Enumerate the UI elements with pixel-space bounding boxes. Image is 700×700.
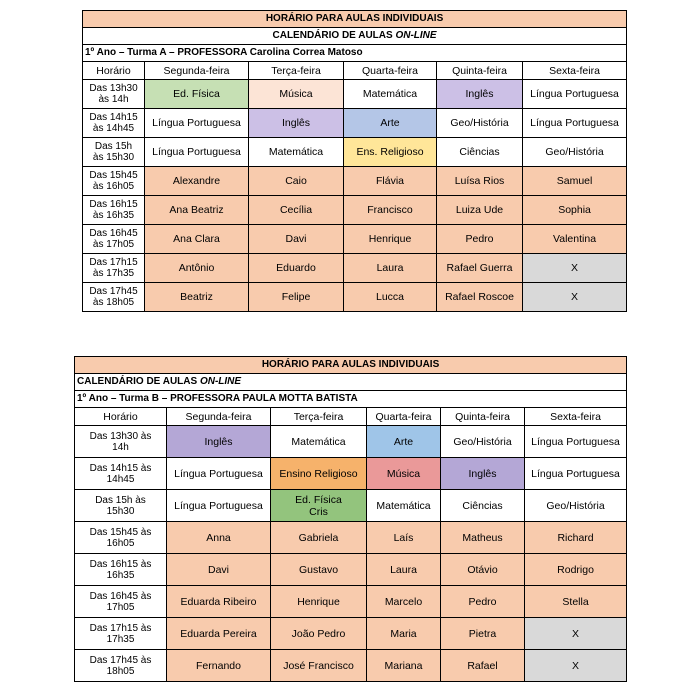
time-cell: Das 15h45 às 16h05 bbox=[75, 522, 167, 554]
schedule-cell: Ed. Física Cris bbox=[271, 490, 367, 522]
schedule-cell: Inglês bbox=[441, 458, 525, 490]
schedule-cell: Ed. Física bbox=[145, 80, 249, 109]
student-cell: Henrique bbox=[271, 586, 367, 618]
student-cell: Eduarda Pereira bbox=[167, 618, 271, 650]
table-title: HORÁRIO PARA AULAS INDIVIDUAIS bbox=[75, 357, 627, 374]
student-cell: Rafael Guerra bbox=[437, 254, 523, 283]
student-cell: Antônio bbox=[145, 254, 249, 283]
student-cell: Mariana bbox=[367, 650, 441, 682]
student-cell: Sophia bbox=[523, 196, 627, 225]
student-cell: Samuel bbox=[523, 167, 627, 196]
time-cell: Das 16h45 às 17h05 bbox=[83, 225, 145, 254]
empty-cell: X bbox=[525, 618, 627, 650]
student-cell: Pedro bbox=[441, 586, 525, 618]
time-cell: Das 17h45 às 18h05 bbox=[75, 650, 167, 682]
schedule-cell: Música bbox=[367, 458, 441, 490]
student-cell: José Francisco bbox=[271, 650, 367, 682]
header-sexta: Sexta-feira bbox=[523, 62, 627, 80]
student-cell: Francisco bbox=[344, 196, 437, 225]
class-label: 1º Ano – Turma A – PROFESSORA Carolina Correa Matoso bbox=[83, 45, 627, 62]
schedule-cell: Geo/História bbox=[525, 490, 627, 522]
schedule-cell: Língua Portuguesa bbox=[525, 458, 627, 490]
schedule-cell: Matemática bbox=[367, 490, 441, 522]
student-cell: Valentina bbox=[523, 225, 627, 254]
student-cell: Stella bbox=[525, 586, 627, 618]
student-cell: Gustavo bbox=[271, 554, 367, 586]
schedule-cell: Ensino Religioso bbox=[271, 458, 367, 490]
time-cell: Das 16h15 às 16h35 bbox=[75, 554, 167, 586]
student-cell: Marcelo bbox=[367, 586, 441, 618]
student-cell: João Pedro bbox=[271, 618, 367, 650]
schedule-cell: Ens. Religioso bbox=[344, 138, 437, 167]
header-sexta: Sexta-feira bbox=[525, 408, 627, 426]
time-cell: Das 14h15 às 14h45 bbox=[75, 458, 167, 490]
student-cell: Pedro bbox=[437, 225, 523, 254]
student-cell: Luiza Ude bbox=[437, 196, 523, 225]
schedule-cell: Língua Portuguesa bbox=[145, 109, 249, 138]
student-cell: Laura bbox=[367, 554, 441, 586]
schedule-cell: Geo/História bbox=[523, 138, 627, 167]
time-cell: Das 17h45 às 18h05 bbox=[83, 283, 145, 312]
schedule-cell: Geo/História bbox=[437, 109, 523, 138]
student-cell: Eduarda Ribeiro bbox=[167, 586, 271, 618]
schedule-cell: Língua Portuguesa bbox=[167, 458, 271, 490]
student-cell: Caio bbox=[249, 167, 344, 196]
student-cell: Anna bbox=[167, 522, 271, 554]
time-cell: Das 15h45 às 16h05 bbox=[83, 167, 145, 196]
student-cell: Fernando bbox=[167, 650, 271, 682]
student-cell: Davi bbox=[167, 554, 271, 586]
header-terca: Terça-feira bbox=[271, 408, 367, 426]
empty-cell: X bbox=[523, 254, 627, 283]
schedule-cell: Ciências bbox=[441, 490, 525, 522]
schedule-table-turma-b bbox=[74, 356, 627, 682]
schedule-cell: Língua Portuguesa bbox=[525, 426, 627, 458]
schedule-cell: Música bbox=[249, 80, 344, 109]
schedule-cell: Língua Portuguesa bbox=[167, 490, 271, 522]
student-cell: Rafael Roscoe bbox=[437, 283, 523, 312]
schedule-cell: Inglês bbox=[249, 109, 344, 138]
header-quinta: Quinta-feira bbox=[437, 62, 523, 80]
student-cell: Beatriz bbox=[145, 283, 249, 312]
schedule-cell: Arte bbox=[367, 426, 441, 458]
student-cell: Rodrigo bbox=[525, 554, 627, 586]
header-terca: Terça-feira bbox=[249, 62, 344, 80]
student-cell: Cecília bbox=[249, 196, 344, 225]
header-quinta: Quinta-feira bbox=[441, 408, 525, 426]
header-horario: Horário bbox=[83, 62, 145, 80]
student-cell: Felipe bbox=[249, 283, 344, 312]
time-cell: Das 14h15 às 14h45 bbox=[83, 109, 145, 138]
student-cell: Davi bbox=[249, 225, 344, 254]
empty-cell: X bbox=[523, 283, 627, 312]
schedule-cell: Matemática bbox=[271, 426, 367, 458]
student-cell: Eduardo bbox=[249, 254, 344, 283]
empty-cell: X bbox=[525, 650, 627, 682]
schedule-cell: Ciências bbox=[437, 138, 523, 167]
calendar-label: CALENDÁRIO DE AULAS ON-LINE bbox=[75, 374, 627, 391]
schedule-cell: Inglês bbox=[437, 80, 523, 109]
schedule-cell: Inglês bbox=[167, 426, 271, 458]
header-quarta: Quarta-feira bbox=[367, 408, 441, 426]
student-cell: Gabriela bbox=[271, 522, 367, 554]
student-cell: Lucca bbox=[344, 283, 437, 312]
schedule-cell: Geo/História bbox=[441, 426, 525, 458]
student-cell: Laura bbox=[344, 254, 437, 283]
time-cell: Das 17h15 às 17h35 bbox=[83, 254, 145, 283]
schedule-cell: Matemática bbox=[249, 138, 344, 167]
student-cell: Otávio bbox=[441, 554, 525, 586]
time-cell: Das 16h15 às 16h35 bbox=[83, 196, 145, 225]
student-cell: Ana Beatriz bbox=[145, 196, 249, 225]
student-cell: Laís bbox=[367, 522, 441, 554]
student-cell: Richard bbox=[525, 522, 627, 554]
header-segunda: Segunda-feira bbox=[167, 408, 271, 426]
schedule-cell: Matemática bbox=[344, 80, 437, 109]
schedule-table-turma-a bbox=[82, 10, 627, 312]
schedule-cell: Língua Portuguesa bbox=[523, 109, 627, 138]
class-label: 1º Ano – Turma B – PROFESSORA PAULA MOTTA BATISTA bbox=[75, 391, 627, 408]
header-quarta: Quarta-feira bbox=[344, 62, 437, 80]
student-cell: Ana Clara bbox=[145, 225, 249, 254]
student-cell: Henrique bbox=[344, 225, 437, 254]
student-cell: Luísa Rios bbox=[437, 167, 523, 196]
time-cell: Das 15h às 15h30 bbox=[83, 138, 145, 167]
time-cell: Das 17h15 às 17h35 bbox=[75, 618, 167, 650]
schedule-cell: Arte bbox=[344, 109, 437, 138]
schedule-cell: Língua Portuguesa bbox=[145, 138, 249, 167]
calendar-label: CALENDÁRIO DE AULAS ON-LINE bbox=[83, 28, 627, 45]
student-cell: Matheus bbox=[441, 522, 525, 554]
student-cell: Rafael bbox=[441, 650, 525, 682]
table-title: HORÁRIO PARA AULAS INDIVIDUAIS bbox=[83, 11, 627, 28]
student-cell: Maria bbox=[367, 618, 441, 650]
header-horario: Horário bbox=[75, 408, 167, 426]
schedule-cell: Língua Portuguesa bbox=[523, 80, 627, 109]
student-cell: Flávia bbox=[344, 167, 437, 196]
time-cell: Das 13h30 às 14h bbox=[83, 80, 145, 109]
student-cell: Alexandre bbox=[145, 167, 249, 196]
time-cell: Das 13h30 às 14h bbox=[75, 426, 167, 458]
time-cell: Das 15h às 15h30 bbox=[75, 490, 167, 522]
time-cell: Das 16h45 às 17h05 bbox=[75, 586, 167, 618]
header-segunda: Segunda-feira bbox=[145, 62, 249, 80]
student-cell: Pietra bbox=[441, 618, 525, 650]
